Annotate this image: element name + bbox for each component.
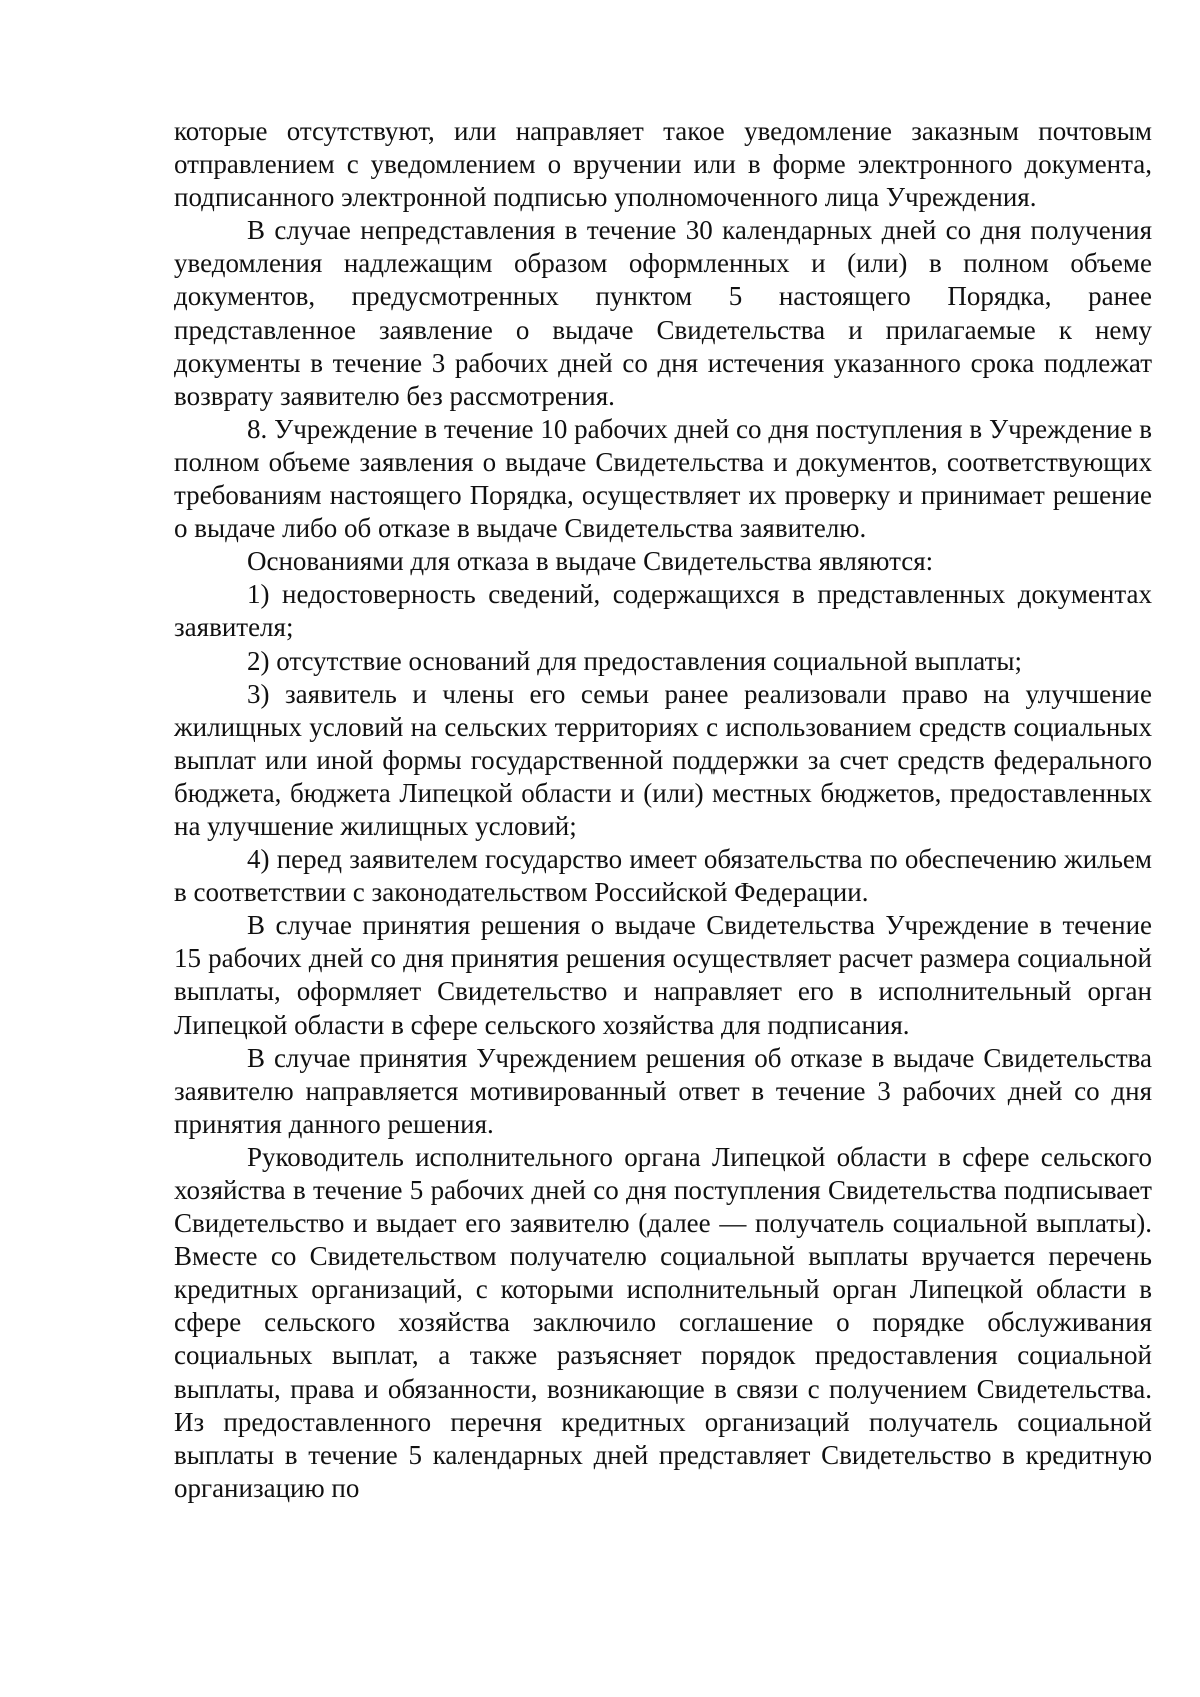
document-body [174,115,1152,1505]
paragraph-issuance-decision: В случае принятия решения о выдаче Свидетельства Учреждение в течение 15 рабочих дней со дня принятия решения осуществляет расчет размера социальной выплаты, оформляет Свидетельство и направляет его в исполнительный орган Липецкой области в сфере сельского хозяйства для подписания. [174,910,1152,1040]
paragraph-notice-continuation: которые отсутствуют, или направляет такое уведомление заказным почтовым отправлением с уведомлением о вручении или в форме электронного документа, подписанного электронной подписью уполномоченного лица Учреждения. [174,116,1152,213]
paragraph-non-submission: В случае непредставления в течение 30 календарных дней со дня получения уведомления надлежащим образом оформленных и (или) в полном объеме документов, предусмотренных пунктом 5 настоящего Порядка, ранее представленное заявление о выдаче Свидетельства и прилагаемые к нему документы в течение 3 рабочих дней со дня истечения указанного срока подлежат возврату заявителю без рассмотрения. [174,215,1152,411]
paragraph-head-signature: Руководитель исполнительного органа Липецкой области в сфере сельского хозяйства в течение 5 рабочих дней со дня поступления Свидетельства подписывает Свидетельство и выдает его заявителю (далее — получатель социальной выплаты). Вместе со Свидетельством получателю социальной выплаты вручается перечень кредитных организаций, с которыми исполнительный орган Липецкой области в сфере сельского хозяйства заключило соглашение о порядке обслуживания социальных выплат, а также разъясняет порядок предоставления социальной выплаты, права и обязанности, возникающие в связи с получением Свидетельства. Из предоставленного перечня кредитных организаций получатель социальной выплаты в течение 5 календарных дней представляет Свидетельство в кредитную организацию по [174,1141,1152,1503]
paragraph-refusal-decision: В случае принятия Учреждением решения об отказе в выдаче Свидетельства заявителю направляется мотивированный ответ в течение 3 рабочих дней со дня принятия данного решения. [174,1042,1152,1139]
paragraph-refusal-grounds-heading: Основаниями для отказа в выдаче Свидетельства являются: [247,546,934,577]
paragraph-refusal-ground-2: 2) отсутствие оснований для предоставления социальной выплаты; [247,645,1023,676]
paragraph-refusal-ground-4: 4) перед заявителем государство имеет обязательства по обеспечению жильем в соответствии с законодательством Российской Федерации. [174,844,1152,908]
paragraph-refusal-ground-3: 3) заявитель и члены его семьи ранее реализовали право на улучшение жилищных условий на сельских территориях с использованием средств социальных выплат или иной формы государственной поддержки за счет средств федерального бюджета, бюджета Липецкой области и (или) местных бюджетов, предоставленных на улучшение жилищных условий; [174,678,1152,841]
paragraph-clause-8: 8. Учреждение в течение 10 рабочих дней со дня поступления в Учреждение в полном объеме заявления о выдаче Свидетельства и документов, соответствующих требованиям настоящего Порядка, осуществляет их проверку и принимает решение о выдаче либо об отказе в выдаче Свидетельства заявителю. [174,413,1152,544]
paragraph-refusal-ground-1: 1) недостоверность сведений, содержащихся в представленных документах заявителя; [174,579,1152,643]
